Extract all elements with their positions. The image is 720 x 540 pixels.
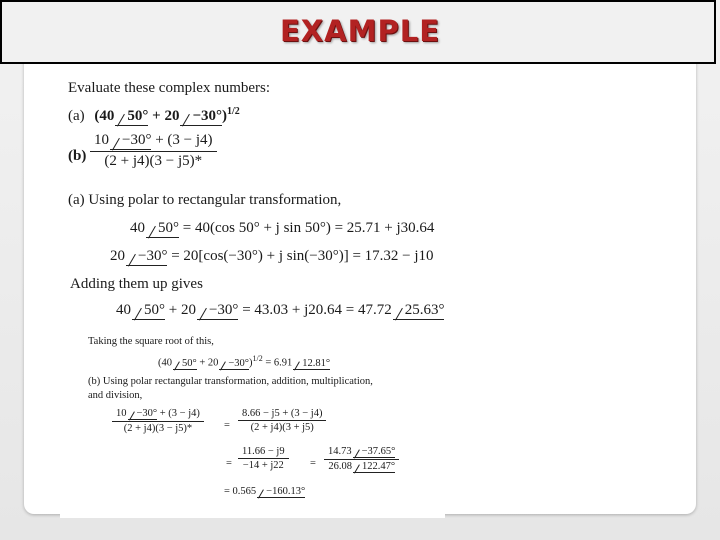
line1-angle: 50°: [146, 220, 179, 238]
sum-pre: 40: [116, 302, 131, 318]
final-angle: −160.13°: [257, 486, 305, 498]
problem-a-angle1: 50°: [115, 108, 148, 126]
f4-num-angle: −37.65°: [353, 446, 396, 458]
sqrt-pre: (40: [158, 357, 172, 369]
f1-num-pre: 10: [116, 408, 127, 419]
problem-b-denominator: (2 + j4)(3 − j5)*: [104, 153, 203, 169]
problem-b-num-angle: −30°: [110, 132, 151, 150]
solution-b-fraction1: [112, 408, 204, 434]
sum-eq: = 43.03 + j20.64 = 47.72: [238, 302, 392, 318]
sqrt-close: ): [249, 357, 253, 369]
solution-a-heading: (a) Using polar to rectangular transformation,: [68, 192, 342, 208]
sum-line: [116, 302, 444, 320]
solution-b-heading-1: (b) Using polar rectangular transformation, addition, multiplication,: [88, 376, 373, 387]
sum-angle2: −30°: [197, 302, 238, 320]
problem-a-label: (a): [68, 108, 85, 124]
solution-a-line2: [110, 248, 434, 266]
problem-a-angle2: −30°: [180, 108, 222, 126]
line2-post: = 20[cos(−30°) + j sin(−30°)] = 17.32 − j10: [167, 248, 434, 264]
problem-a-close: ): [222, 108, 228, 124]
adding-text: Adding them up gives: [70, 276, 203, 292]
sqrt-angle2: −30°: [219, 358, 249, 370]
solution-b-fraction4: [324, 446, 399, 473]
sqrt-eq: = 6.91: [262, 357, 293, 369]
f1-denominator: (2 + j4)(3 − j5)*: [123, 423, 193, 434]
problem-a: [68, 106, 240, 126]
solution-b-fraction2: [238, 408, 326, 433]
equals-3: =: [310, 458, 316, 469]
sqrt-power: 1/2: [252, 354, 263, 363]
final-pre: = 0.565: [224, 486, 257, 497]
f3-numerator: 11.66 − j9: [238, 446, 289, 459]
sum-mid: + 20: [165, 302, 196, 318]
line2-angle: −30°: [126, 248, 167, 266]
solution-a-line1: [130, 220, 434, 238]
example-image: [60, 68, 445, 518]
f1-num-angle: −30°: [128, 408, 158, 420]
problem-b-num-pre: 10: [94, 132, 109, 148]
sqrt-line: [158, 354, 330, 370]
f4-den-pre: 26.08: [328, 461, 352, 472]
sum-angle3: 25.63°: [393, 302, 445, 320]
problem-b-label: (b): [68, 148, 87, 164]
problem-a-pre: (40: [94, 108, 115, 124]
problem-b-num-post: + (3 − j4): [151, 132, 213, 148]
line1-post: = 40(cos 50° + j sin 50°) = 25.71 + j30.64: [179, 220, 435, 236]
f1-num-post: + (3 − j4): [157, 408, 200, 419]
equals-2: =: [226, 458, 232, 469]
f4-den-angle: 122.47°: [353, 461, 395, 473]
sqrt-angle1: 50°: [173, 358, 197, 370]
final-result: [224, 486, 305, 498]
sqrt-text: Taking the square root of this,: [88, 336, 214, 347]
sum-angle1: 50°: [132, 302, 165, 320]
f2-denominator: (2 + j4)(3 + j5): [250, 422, 314, 433]
line2-pre: 20: [110, 248, 125, 264]
sqrt-mid: + 20: [196, 357, 219, 369]
f3-denominator: −14 + j22: [242, 460, 284, 471]
line1-pre: 40: [130, 220, 145, 236]
problem-b-fraction: [90, 132, 217, 170]
equals-1: =: [224, 420, 230, 431]
slide-title: EXAMPLE: [279, 14, 440, 48]
sqrt-angle3: 12.81°: [293, 358, 330, 370]
solution-b-fraction3: [238, 446, 289, 471]
problem-a-power: 1/2: [227, 106, 240, 117]
f4-num-pre: 14.73: [328, 446, 352, 457]
problem-a-plus: + 20: [148, 108, 180, 124]
solution-b-heading-2: and division,: [88, 390, 143, 401]
f2-numerator: 8.66 − j5 + (3 − j4): [238, 408, 326, 421]
problem-intro: Evaluate these complex numbers:: [68, 80, 271, 96]
